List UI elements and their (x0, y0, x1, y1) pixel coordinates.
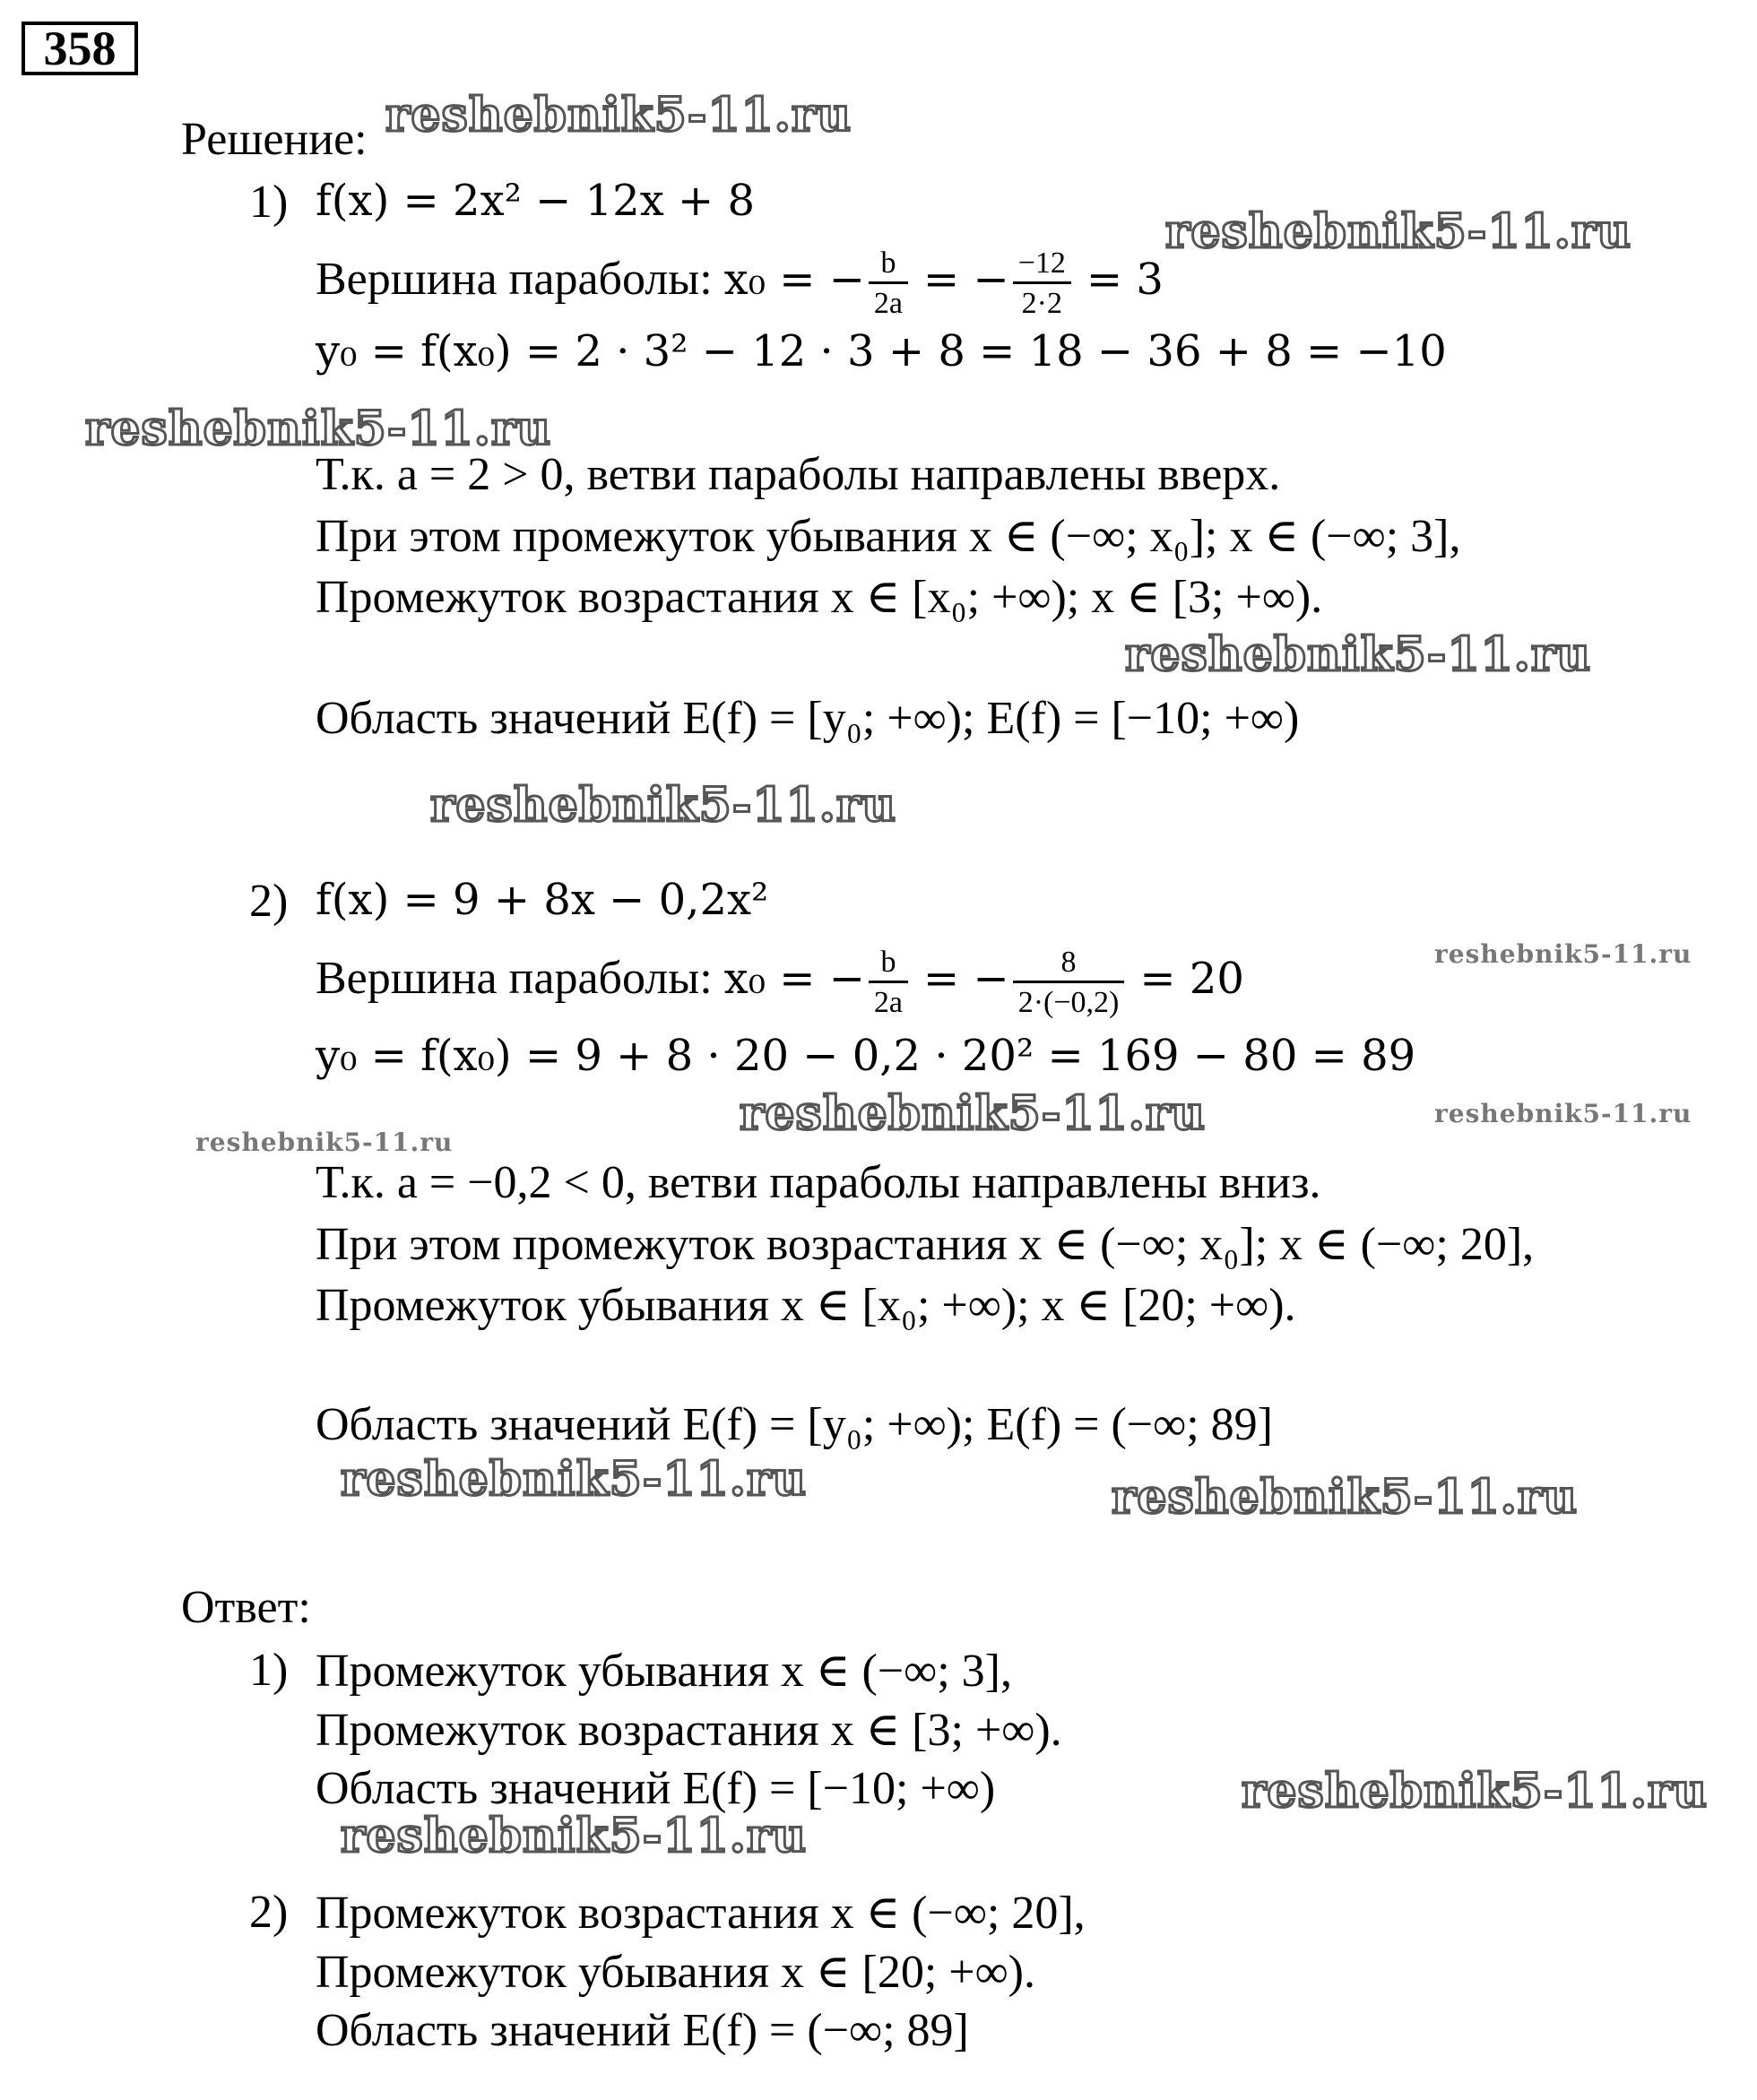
part2-branches: Т.к. a = −0,2 < 0, ветви параболы направлены вниз. (316, 1157, 1321, 1208)
answer2-line3: Область значений E(f) = (−∞; 89] (316, 2005, 969, 2056)
part1-decreasing: При этом промежуток убывания x ∈ (−∞; x₀]; x ∈ (−∞; 3], (316, 511, 1461, 562)
part2-function: f(x) = 9 + 8x − 0,2x² (316, 875, 769, 925)
vertex-label: Вершина параболы: (316, 953, 713, 1005)
fraction: $\frac{b}{2a}$ (869, 946, 908, 1018)
watermark: reshebnik5-11.ru (430, 778, 897, 833)
fraction: $\frac{b}{2a}$ (869, 247, 908, 319)
part1-range: Область значений E(f) = [y₀; +∞); E(f) = [−10; +∞) (316, 693, 1300, 744)
watermark: reshebnik5-11.ru (85, 402, 552, 456)
part2-y0: y₀ = f(x₀) = 9 + 8 · 20 − 0,2 · 20² = 169 − 80 = 89 (316, 1031, 1416, 1081)
part2-vertex-line (316, 946, 1244, 1018)
watermark: reshebnik5-11.ru (1434, 1099, 1692, 1128)
answer2-line2: Промежуток убывания x ∈ [20; +∞). (316, 1947, 1035, 1998)
part2-increasing: При этом промежуток возрастания x ∈ (−∞; x₀]; x ∈ (−∞; 20], (316, 1219, 1535, 1270)
watermark: reshebnik5-11.ru (1165, 204, 1632, 259)
part1-number: 1) (249, 177, 289, 228)
part2-decreasing: Промежуток убывания x ∈ [x₀; +∞); x ∈ [20; +∞). (316, 1280, 1296, 1331)
answer2-number: 2) (249, 1887, 289, 1938)
part1-y0: y₀ = f(x₀) = 2 · 3² − 12 · 3 + 8 = 18 − 36 + 8 = −10 (316, 326, 1447, 376)
watermark: reshebnik5-11.ru (1434, 939, 1692, 969)
vertex-lhs: x₀ = − (723, 954, 865, 1005)
watermark: reshebnik5-11.ru (1242, 1764, 1709, 1819)
part2-range: Область значений E(f) = [y₀; +∞); E(f) = (−∞; 89] (316, 1399, 1273, 1450)
vertex-rhs: = 3 (1086, 255, 1164, 306)
answer1-line2: Промежуток возрастания x ∈ [3; +∞). (316, 1705, 1062, 1756)
watermark: reshebnik5-11.ru (385, 88, 853, 143)
answer2-line1: Промежуток возрастания x ∈ (−∞; 20], (316, 1888, 1086, 1939)
watermark: reshebnik5-11.ru (341, 1809, 808, 1863)
part1-function: f(x) = 2x² − 12x + 8 (316, 176, 756, 226)
vertex-mid: = − (923, 954, 1009, 1005)
part1-vertex-line (316, 247, 1164, 319)
vertex-lhs: x₀ = − (723, 255, 865, 306)
answer1-line1: Промежуток убывания x ∈ (−∞; 3], (316, 1646, 1012, 1697)
vertex-mid: = − (923, 255, 1009, 306)
answer-heading: Ответ: (181, 1582, 311, 1633)
watermark: reshebnik5-11.ru (1125, 627, 1592, 682)
vertex-rhs: = 20 (1139, 954, 1244, 1005)
fraction: $\frac{8}{2\cdot(-0,2)}$ (1013, 946, 1125, 1018)
solution-heading: Решение: (181, 114, 368, 165)
watermark: reshebnik5-11.ru (341, 1452, 808, 1507)
vertex-label: Вершина параболы: (316, 254, 713, 306)
watermark: reshebnik5-11.ru (1112, 1470, 1579, 1525)
part1-increasing: Промежуток возрастания x ∈ [x₀; +∞); x ∈ [3; +∞). (316, 572, 1323, 623)
fraction: $\frac{-12}{2\cdot 2}$ (1013, 247, 1071, 319)
watermark: reshebnik5-11.ru (740, 1086, 1207, 1141)
answer1-number: 1) (249, 1645, 289, 1696)
watermark: reshebnik5-11.ru (195, 1128, 454, 1157)
problem-number: 358 (22, 22, 138, 75)
part1-branches: Т.к. a = 2 > 0, ветви параболы направлены вверх. (316, 449, 1281, 500)
answer1-line3: Область значений E(f) = [−10; +∞) (316, 1763, 996, 1814)
part2-number: 2) (249, 876, 289, 927)
